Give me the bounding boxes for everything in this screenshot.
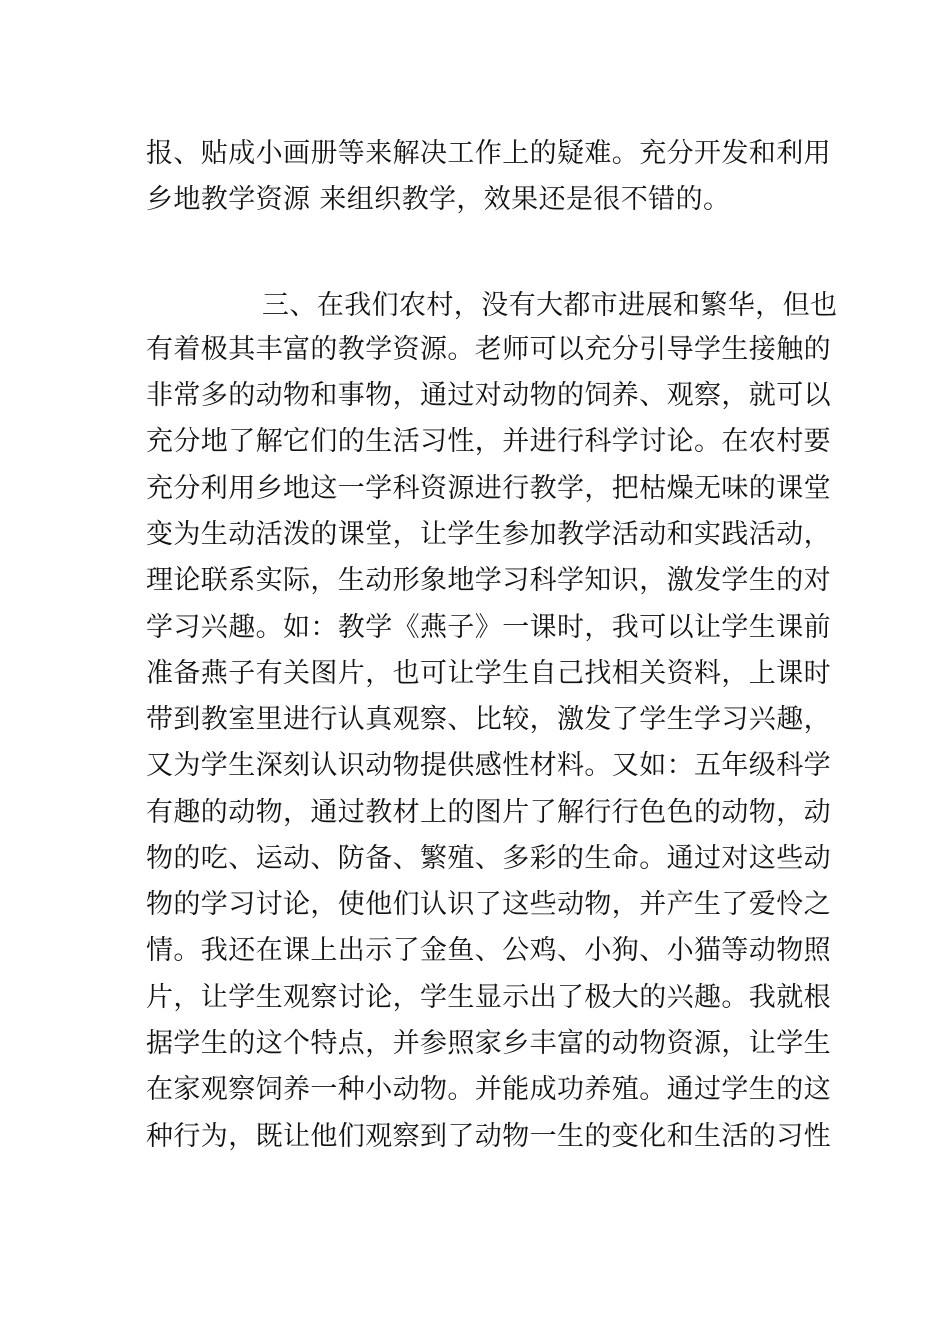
text-line: 情。我还在课上出示了金鱼、公鸡、小狗、小猫等动物照 [146, 935, 831, 966]
text-line: 充分利用乡地这一学科资源进行教学，把枯燥无味的课堂 [146, 473, 831, 504]
text-line: 带到教室里进行认真观察、比较，激发了学生学习兴趣， [146, 704, 831, 735]
text-line: 理论联系实际，生动形象地学习科学知识，激发学生的对 [146, 565, 831, 596]
text-line: 报、贴成小画册等来解决工作上的疑难。充分开发和利用 [146, 138, 831, 169]
text-line: 有着极其丰富的教学资源。老师可以充分引导学生接触的 [146, 334, 831, 365]
text-line: 学习兴趣。如：教学《燕子》一课时，我可以让学生课前 [146, 612, 831, 643]
text-line: 变为生动活泼的课堂，让学生参加教学活动和实践活动， [146, 519, 831, 550]
text-line: 在家观察饲养一种小动物。并能成功养殖。通过学生的这 [146, 1074, 831, 1105]
text-line: 据学生的这个特点，并参照家乡丰富的动物资源，让学生 [146, 1028, 831, 1059]
text-line: 有趣的动物，通过教材上的图片了解行行色色的动物，动 [146, 797, 831, 828]
text-line: 乡地教学资源 来组织教学，效果还是很不错的。 [146, 184, 731, 215]
text-line: 非常多的动物和事物，通过对动物的饲养、观察，就可以 [146, 380, 831, 411]
text-line: 物的吃、运动、防备、繁殖、多彩的生命。通过对这些动 [146, 843, 831, 874]
text-line: 种行为，既让他们观察到了动物一生的变化和生活的习性 [146, 1121, 831, 1152]
text-line: 准备燕子有关图片，也可让学生自己找相关资料，上课时 [146, 658, 831, 689]
text-line: 片，让学生观察讨论，学生显示出了极大的兴趣。我就根 [146, 982, 831, 1013]
text-line: 充分地了解它们的生活习性，并进行科学讨论。在农村要 [146, 426, 831, 457]
text-line: 物的学习讨论，使他们认识了这些动物，并产生了爱怜之 [146, 889, 831, 920]
paragraph-heading-line: 三、在我们农村，没有大都市进展和繁华，但也 [262, 290, 838, 321]
text-line: 又为学生深刻认识动物提供感性材料。又如：五年级科学 [146, 750, 831, 781]
